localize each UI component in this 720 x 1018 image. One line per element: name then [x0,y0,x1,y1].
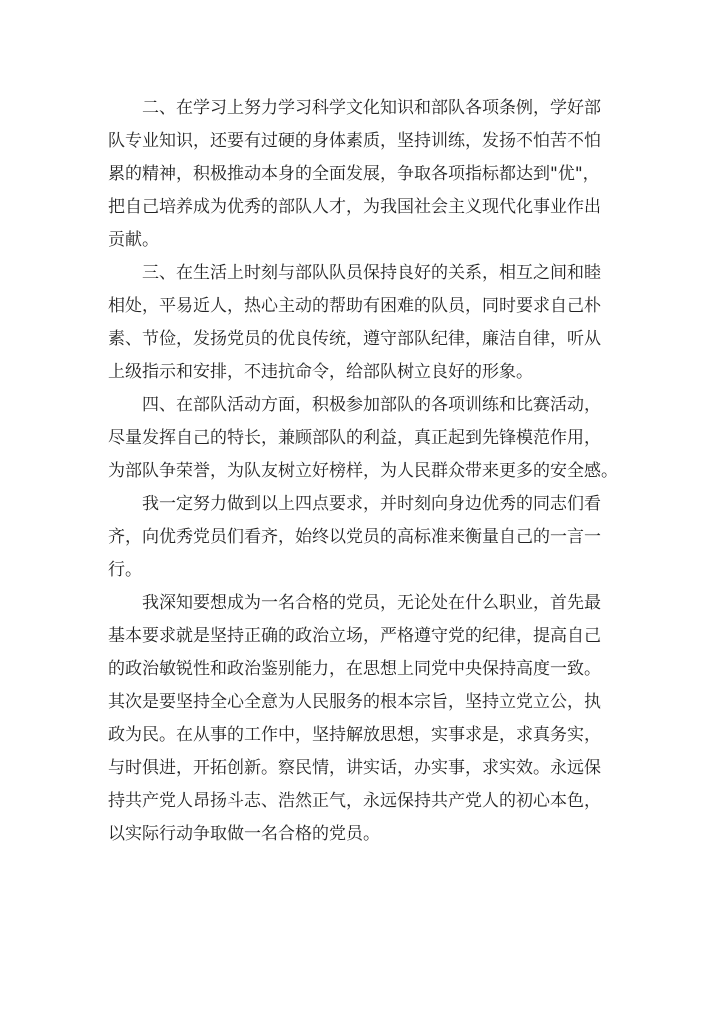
paragraph-line: 尽量发挥自己的特长，兼顾部队的利益，真正起到先锋模范作用， [108,428,601,448]
paragraph-line: 上级指示和安排，不违抗命令，给部队树立良好的形象。 [108,362,533,382]
paragraph-line: 累的精神，积极推动本身的全面发展，争取各项指标都达到"优"， [108,164,600,184]
paragraph-line: 持共产党人昂扬斗志、浩然正气，永远保持共产党人的初心本色， [108,791,601,811]
paragraph-line: 把自己培养成为优秀的部队人才，为我国社会主义现代化事业作出 [108,197,601,217]
paragraph-line: 其次是要坚持全心全意为人民服务的根本宗旨，坚持立党立公，执 [108,692,601,712]
paragraph-line: 基本要求就是坚持正确的政治立场，严格遵守党的纪律，提高自己 [108,626,601,646]
paragraph-line: 为部队争荣誉，为队友树立好榜样，为人民群众带来更多的安全感。 [108,461,618,481]
paragraph-first-line: 三、在生活上时刻与部队队员保持良好的关系，相互之间和睦 [142,263,601,283]
paragraph-line: 素、节俭，发扬党员的优良传统，遵守部队纪律，廉洁自律，听从 [108,329,601,349]
paragraph-line: 的政治敏锐性和政治鉴别能力，在思想上同党中央保持高度一致。 [108,659,601,679]
document-body [108,92,628,851]
paragraph-line: 队专业知识，还要有过硬的身体素质，坚持训练，发扬不怕苦不怕 [108,131,601,151]
paragraph-first-line: 我深知要想成为一名合格的党员，无论处在什么职业，首先最 [142,593,601,613]
paragraph-line: 相处，平易近人，热心主动的帮助有困难的队员，同时要求自己朴 [108,296,601,316]
paragraph-line: 与时俱进，开拓创新。察民情，讲实话，办实事，求实效。永远保 [108,758,601,778]
paragraph-first-line: 四、在部队活动方面，积极参加部队的各项训练和比赛活动， [142,395,601,415]
paragraph-line: 以实际行动争取做一名合格的党员。 [108,824,380,844]
paragraph-line: 贡献。 [108,230,159,250]
paragraph-first-line: 我一定努力做到以上四点要求，并时刻向身边优秀的同志们看 [142,494,601,514]
paragraph-first-line: 二、在学习上努力学习科学文化知识和部队各项条例，学好部 [142,98,601,118]
paragraph-line: 齐，向优秀党员们看齐，始终以党员的高标准来衡量自己的一言一 [108,527,601,547]
paragraph-line: 行。 [108,560,142,580]
paragraph-line: 政为民。在从事的工作中，坚持解放思想，实事求是，求真务实， [108,725,601,745]
